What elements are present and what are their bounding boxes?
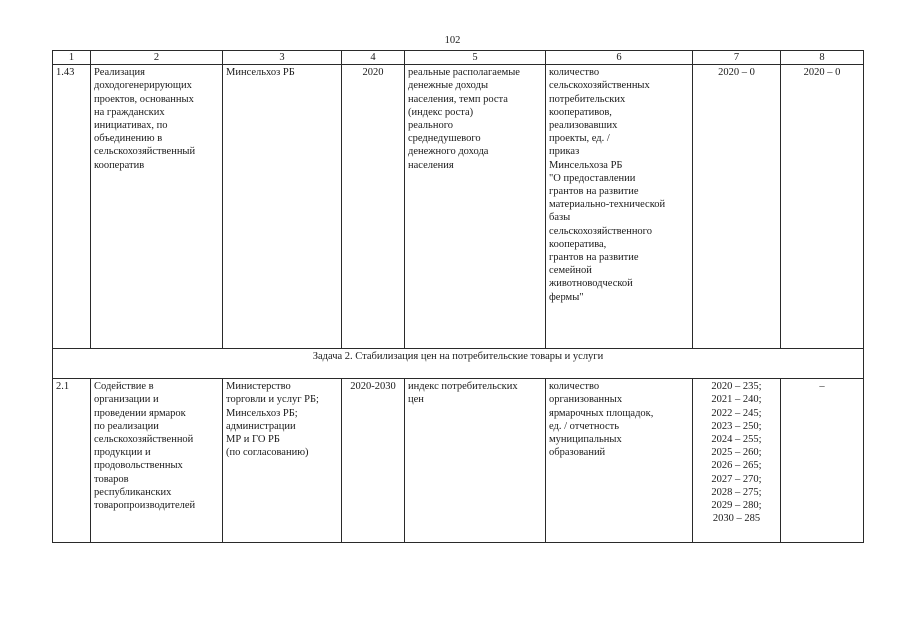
activity-text: Реализация доходогенерирующих проектов, основанных на гражданских инициативах, по объединению в сельскохозяйственный кооператив bbox=[94, 67, 196, 171]
values2-cell: – bbox=[781, 379, 864, 543]
measure-cell bbox=[546, 65, 693, 349]
activity-cell bbox=[91, 65, 223, 349]
values-text: 2020 – 235; 2021 – 240; 2022 – 245; 2023 – 250; 2024 – 255; 2025 – 260; 2026 – 265; 2027 – 270; 2028 – 275; 2029 – 280; 2030 – 285 bbox=[711, 381, 762, 525]
executor-text: Министерство торговли и услуг РБ; Минсельхоз РБ; администрации МР и ГО РБ (по согласованию) bbox=[226, 381, 319, 459]
executor-cell bbox=[223, 65, 342, 349]
row-number: 2.1 bbox=[53, 379, 91, 543]
header-row bbox=[53, 51, 864, 65]
table-row bbox=[53, 65, 864, 349]
header-cell: 8 bbox=[781, 51, 864, 65]
task-row bbox=[53, 349, 864, 379]
header-cell: 2 bbox=[91, 51, 223, 65]
period-cell: 2020-2030 bbox=[342, 379, 405, 543]
activity-cell bbox=[91, 379, 223, 543]
measure-text: количество организованных ярмарочных площадок, ед. / отчетность муниципальных образований bbox=[549, 381, 654, 459]
executor-text: Минсельхоз РБ bbox=[226, 67, 295, 79]
measure-text: количество сельскохозяйственных потребительских кооперативов, реализовавших проекты, ед. / приказ Минсельхоза РБ "О предоставлении грантов на развитие материально-технической базы сельскохозяйственного кооператива, грантов на развитие семейной животноводческой фермы" bbox=[549, 67, 666, 303]
header-cell: 6 bbox=[546, 51, 693, 65]
values-cell: 2020 – 0 bbox=[693, 65, 781, 349]
period-cell: 2020 bbox=[342, 65, 405, 349]
header-cell: 5 bbox=[405, 51, 546, 65]
row-number: 1.43 bbox=[53, 65, 91, 349]
page-number: 102 bbox=[444, 35, 461, 46]
header-cell: 7 bbox=[693, 51, 781, 65]
indicator-cell bbox=[405, 65, 546, 349]
task-title: Задача 2. Стабилизация цен на потребительские товары и услуги bbox=[53, 349, 864, 379]
header-cell: 1 bbox=[53, 51, 91, 65]
table-row bbox=[53, 379, 864, 543]
indicator-cell bbox=[405, 379, 546, 543]
header-cell: 3 bbox=[223, 51, 342, 65]
program-table bbox=[52, 50, 864, 543]
values-cell bbox=[693, 379, 781, 543]
measure-cell bbox=[546, 379, 693, 543]
executor-cell bbox=[223, 379, 342, 543]
header-cell: 4 bbox=[342, 51, 405, 65]
indicator-text: индекс потребительских цен bbox=[408, 381, 518, 406]
indicator-text: реальные располагаемые денежные доходы населения, темп роста (индекс роста) реального среднедушевого денежного дохода населения bbox=[408, 67, 520, 171]
activity-text: Содействие в организации и проведении ярмарок по реализации сельскохозяйственной продукции и продовольственных товаров республиканских товаропроизводителей bbox=[94, 381, 196, 512]
values2-cell: 2020 – 0 bbox=[781, 65, 864, 349]
